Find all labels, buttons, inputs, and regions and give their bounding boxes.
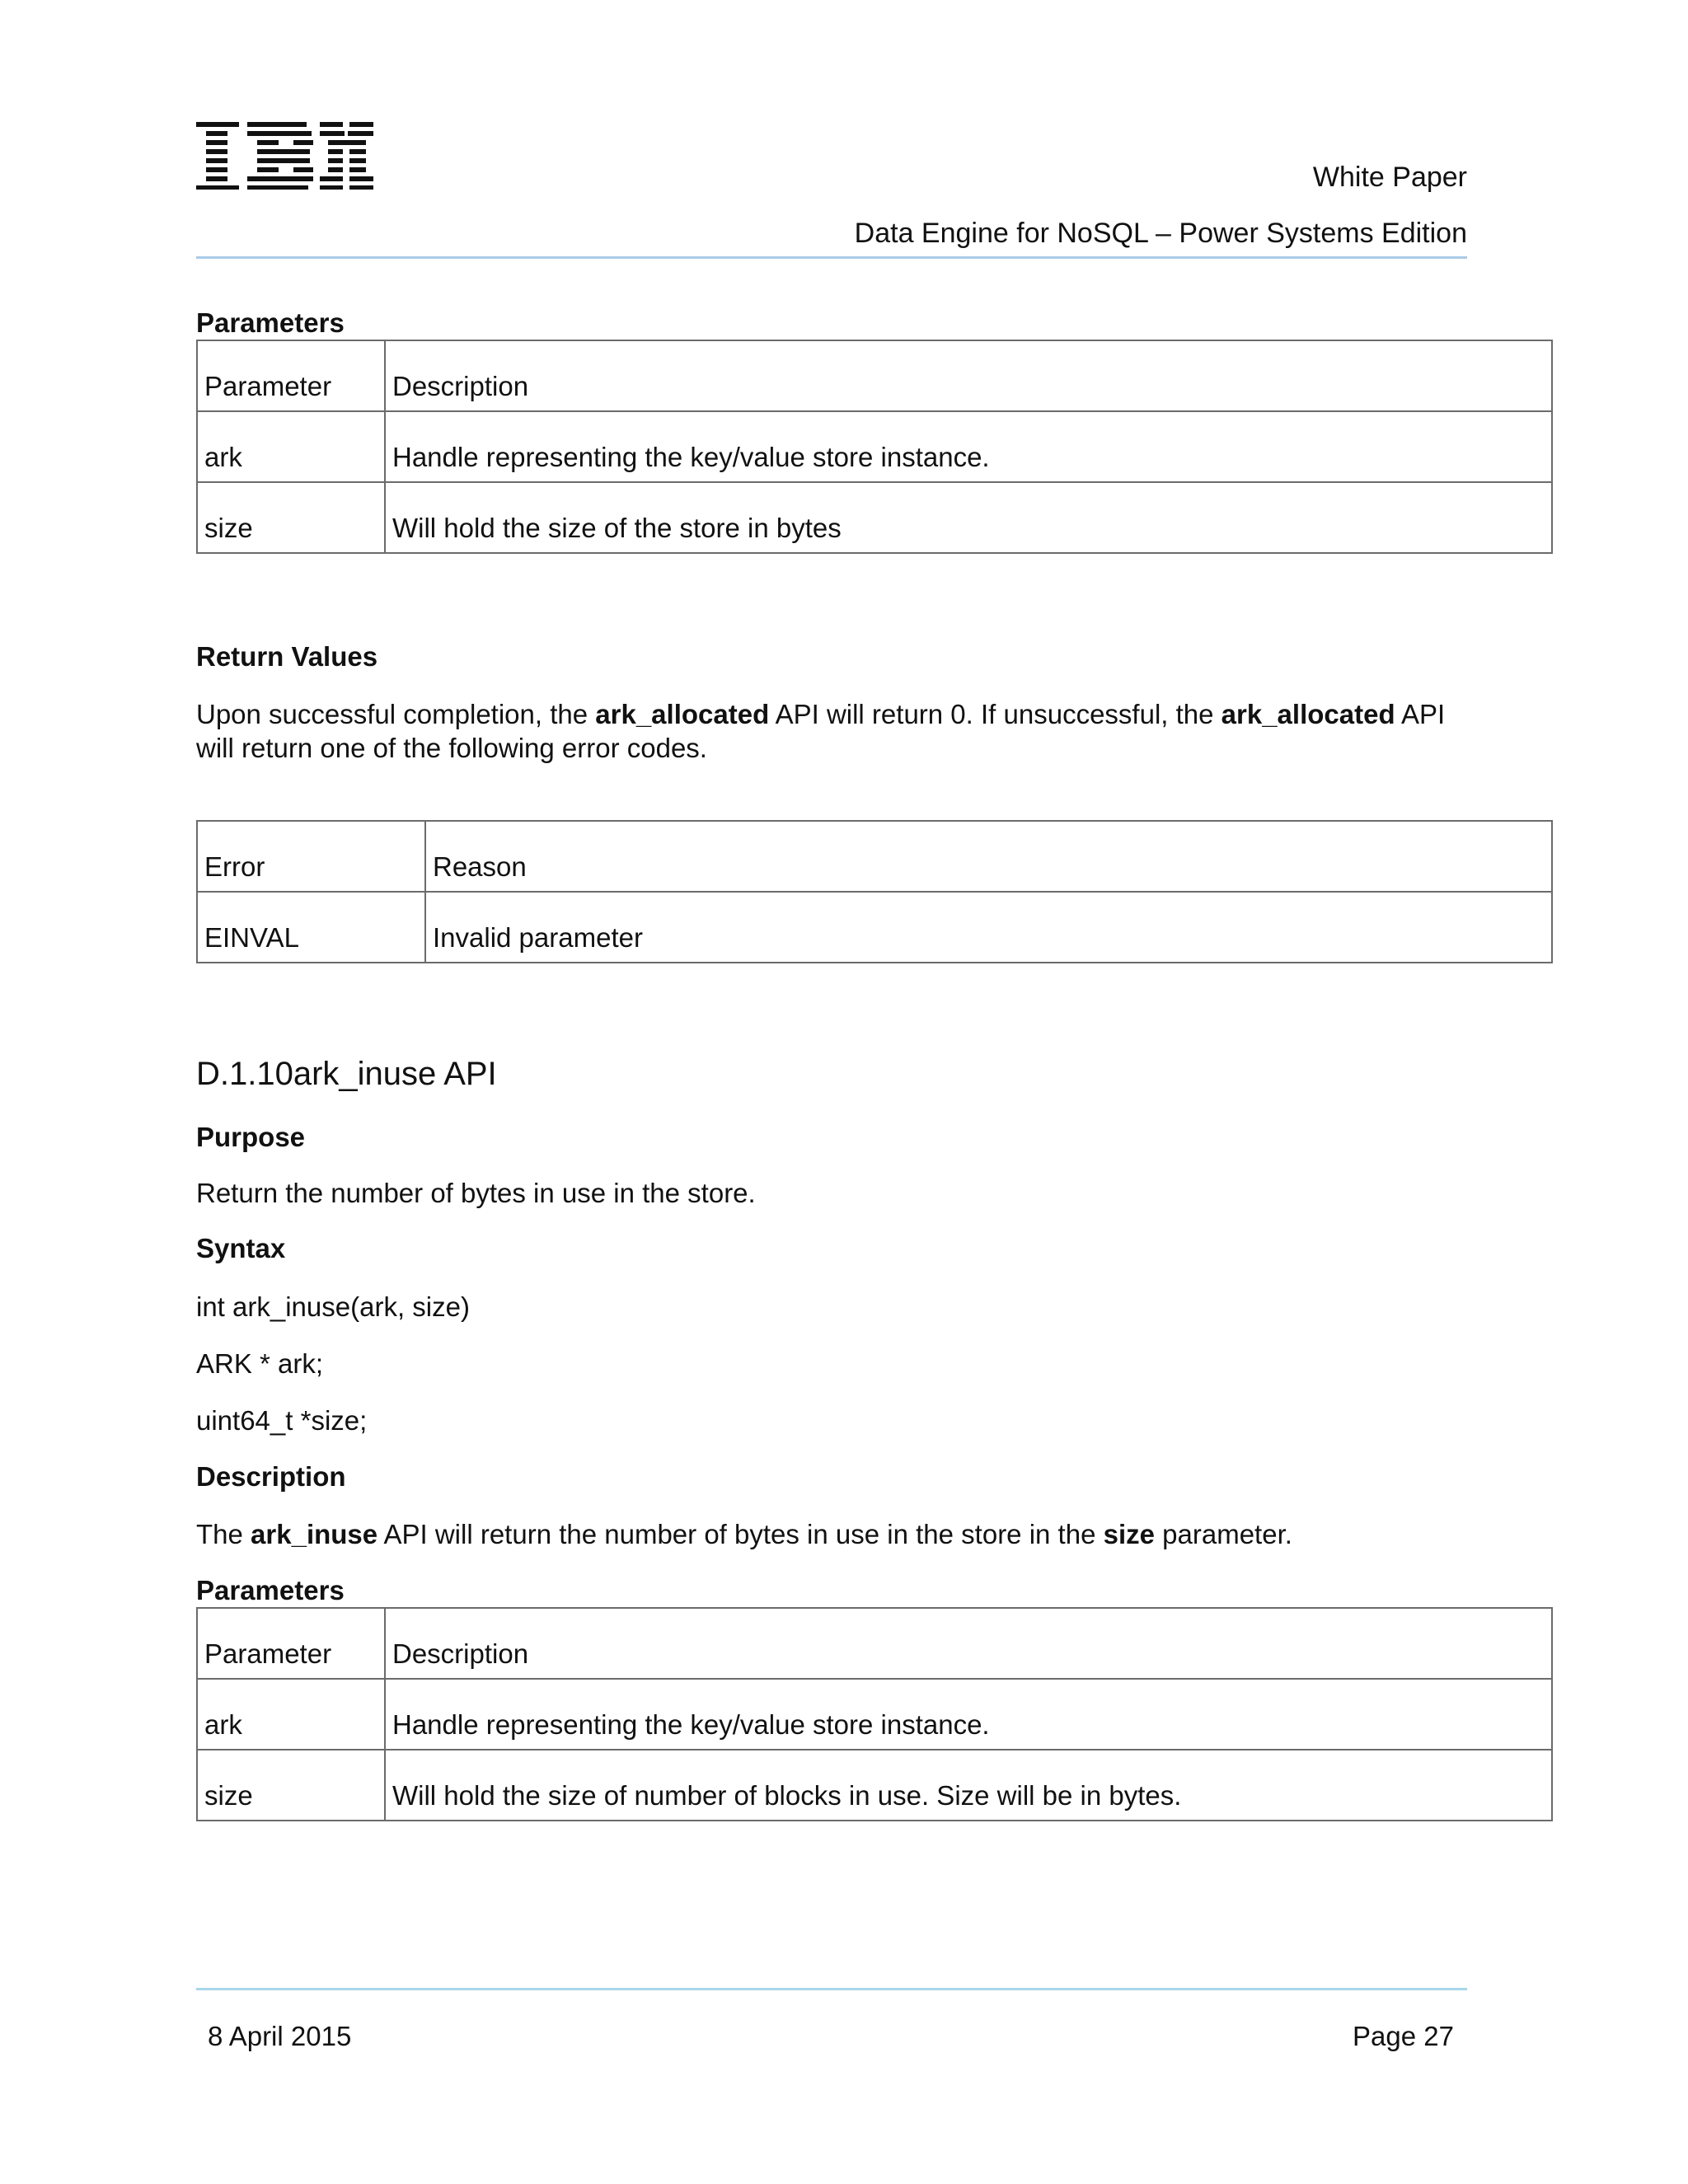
param-description: Will hold the size of the store in bytes: [385, 482, 1552, 553]
return-values-heading: Return Values: [196, 641, 378, 672]
param-description: Will hold the size of number of blocks in use. Size will be in bytes.: [385, 1750, 1552, 1821]
syntax-line: uint64_t *size;: [196, 1405, 368, 1436]
header-cell-description: Description: [385, 340, 1552, 411]
footer-date: 8 April 2015: [208, 2021, 352, 2051]
table-row: [197, 482, 1552, 553]
parameters-heading: Parameters: [196, 307, 345, 338]
table-header-row: [197, 821, 1552, 892]
purpose-text: Return the number of bytes in use in the store.: [196, 1178, 756, 1208]
param-name: size: [197, 482, 385, 553]
param-description: Handle representing the key/value store instance.: [385, 1679, 1552, 1750]
table-header-row: [197, 1608, 1552, 1679]
param-name: ark: [197, 411, 385, 482]
param-description: Handle representing the key/value store instance.: [385, 411, 1552, 482]
header-cell-parameter: Parameter: [197, 1608, 385, 1679]
table-row: [197, 411, 1552, 482]
header-cell-description: Description: [385, 1608, 1552, 1679]
error-code: EINVAL: [197, 892, 425, 963]
syntax-heading: Syntax: [196, 1233, 286, 1263]
description-text: The ark_inuse API will return the number of bytes in use in the store in the size parameter.: [196, 1519, 1292, 1549]
description-heading: Description: [196, 1461, 346, 1492]
header-cell-reason: Reason: [425, 821, 1552, 892]
header-rule: [196, 256, 1467, 259]
parameters-heading: Parameters: [196, 1575, 345, 1605]
return-values-text: Upon successful completion, the ark_allocated API will return 0. If unsuccessful, the ark_allocated API will return one of the following error codes.: [196, 699, 1446, 763]
table-row: [197, 892, 1552, 963]
table-row: [197, 1750, 1552, 1821]
footer-rule: [196, 1988, 1467, 1990]
parameters-table-1: [196, 340, 1553, 554]
header-cell-error: Error: [197, 821, 425, 892]
ibm-logo: [196, 122, 373, 190]
doc-title: Data Engine for NoSQL – Power Systems Edition: [854, 218, 1467, 249]
page-number: Page 27: [1353, 2021, 1454, 2051]
param-name: ark: [197, 1679, 385, 1750]
error-table: [196, 820, 1553, 963]
syntax-line: int ark_inuse(ark, size): [196, 1291, 470, 1322]
parameters-table-2: [196, 1607, 1553, 1821]
doc-type: White Paper: [1312, 162, 1467, 193]
error-reason: Invalid parameter: [425, 892, 1552, 963]
section-heading: D.1.10ark_inuse API: [196, 1056, 497, 1092]
param-name: size: [197, 1750, 385, 1821]
purpose-heading: Purpose: [196, 1122, 306, 1152]
table-header-row: [197, 340, 1552, 411]
syntax-line: ARK * ark;: [196, 1348, 324, 1379]
header-cell-parameter: Parameter: [197, 340, 385, 411]
table-row: [197, 1679, 1552, 1750]
